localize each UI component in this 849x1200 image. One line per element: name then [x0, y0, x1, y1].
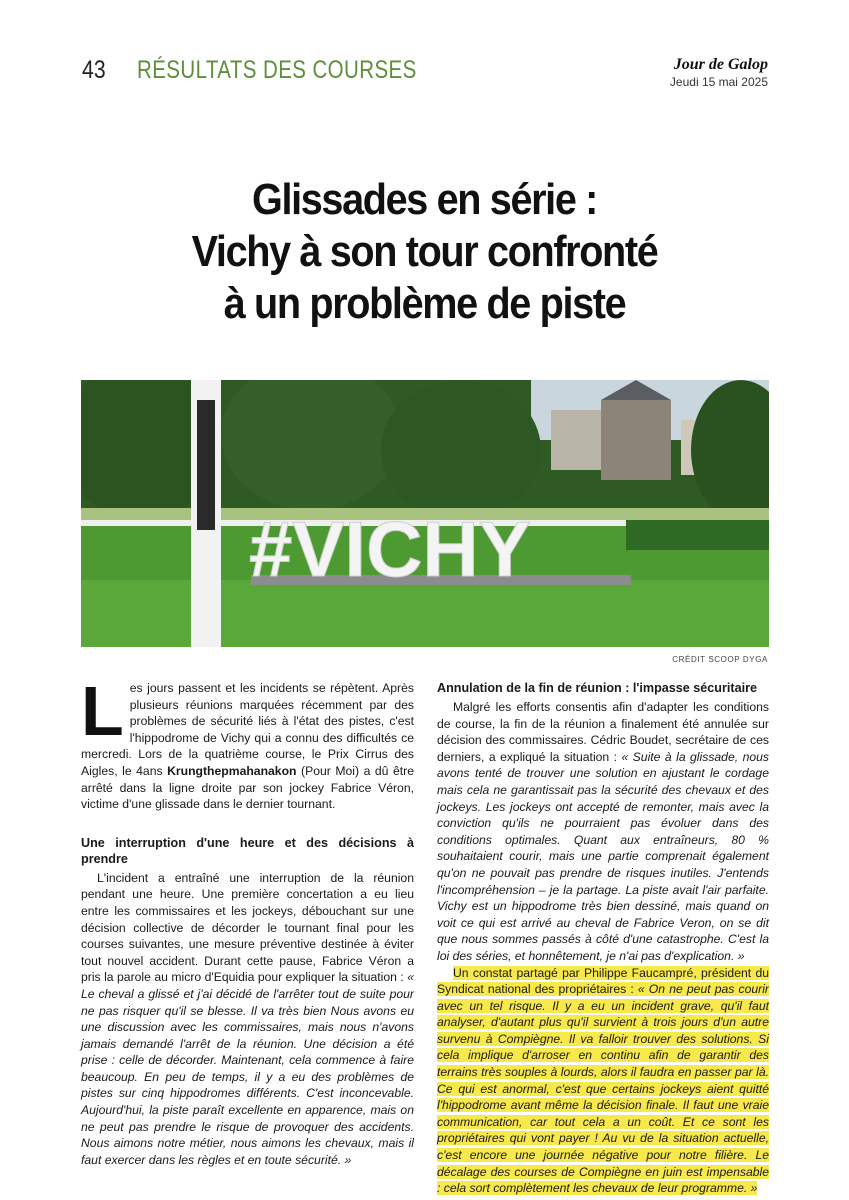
section-title: RÉSULTATS DES COURSES	[137, 56, 417, 84]
paragraph-interruption	[81, 870, 414, 1169]
headline-line-2: Vichy à son tour confronté	[191, 227, 658, 276]
issue-date: Jeudi 15 mai 2025	[669, 75, 768, 89]
veron-quote: « Le cheval a glissé et j'ai décidé de l'arrêter tout de suite pour ne pas risquer qu'il se blesse. Il va très bien Nous avons eu une discussion avec les commissaires, mais nous n'avons jamais demandé l'arrêt de la réunion. Une décision a été prise : celle de décorder. Maintenant, cela commence à faire beaucoup. En peu de temps, il y a eu des problèmes de pistes sur cinq hippodromes différents. C'est inconcevable. Aujourd'hui, la piste paraît excellente en apparence, mais on ne peut pas prendre le risque de provoquer des accidents. Nous aimons notre métier, nous aimons les chevaux, mais il faut exercer dans les règles et en toute sécurité. »	[81, 970, 414, 1167]
paragraph-annulation-text: Malgré les efforts consentis afin d'adapter les conditions de course, la fin de la réunion a finalement été annulée sur décision des commissaires. Cédric Boudet, secrétaire de ces derniers, a expliqué la situation :	[437, 700, 769, 764]
publication-brand	[670, 56, 768, 89]
intro-text-2: (Pour Moi) a dû être arrêté dans la ligne droite par son jockey Fabrice Véron, victime d'une glissade dans le dernier tournant.	[81, 763, 415, 812]
article-column-right	[437, 680, 769, 1197]
photo-credit: CRÉDIT SCOOP DYGA	[672, 655, 768, 664]
drop-cap: L	[81, 672, 124, 750]
article-photo	[81, 380, 769, 647]
paragraph-interruption-text: L'incident a entraîné une interruption de la réunion pendant une heure. Une première concertation a eu lieu entre les commissaires et les jockeys, débouchant sur une décision collective de décorder le tournant final pour les courses suivantes, une mesure préventive destinée à éviter tout nouvel accident. Durant cette pause, Fabrice Véron a pris la parole au micro d'Equidia pour expliquer la situation :	[81, 870, 414, 985]
racecourse-photo-illustration	[81, 380, 769, 647]
intro-paragraph	[81, 672, 415, 813]
horse-name: Krungthepmahanakon	[167, 763, 297, 778]
vichy-sign: #VICHY	[249, 505, 531, 593]
faucampre-intro: Un constat partagé par Philippe Faucampré, président du Syndicat national des propriétaires :	[437, 965, 769, 997]
paragraph-annulation	[437, 699, 769, 965]
headline-line-3: à un problème de piste	[223, 279, 626, 328]
faucampre-quote: « On ne peut pas courir avec un tel risque. Il y a eu un incident grave, qu'il faut analyser, d'autant plus qu'il survient à trois jours d'un autre survenu à Compiègne. Il va falloir trouver des solutions. Si cela implique d'arroser en continu afin de garantir des terrains très souples à lourds, alors il faudra en passer par là. Ce qui est anormal, c'est que certains jockeys aient quitté l'hippodrome avant même la décision finale. Il faut une vraie communication, car tout cela a un coût. Et ce sont les propriétaires qui vont payer ! Au vu de la situation actuelle, c'est encore une journée négative pour notre filière. Le décalage des courses de Compiègne en juin est impensable : cela sort complètement les chevaux de leur programme. »	[437, 982, 769, 1196]
article-headline	[80, 174, 769, 330]
intro-text-1: es jours passent et les incidents se répètent. Après plusieurs réunions marquées récemment par des problèmes de sécurité liés à l'état des pistes, c'est l'hippodrome de Vichy qui a connu des difficultés ce mercredi. Lors de la quatrième course, le Prix Cirrus des Aigles, le 4ans	[81, 681, 414, 778]
paragraph-faucampre	[437, 965, 769, 1197]
article-column-left	[81, 672, 415, 1168]
boudet-quote: « Suite à la glissade, nous avons tenté de trouver une solution en ajustant le cordage mais cela ne garantissait pas la sécurité des chevaux et des jockeys. Les jockeys ont accepté de remonter, mais avec la conviction qu'ils ne pourraient pas évoluer dans des conditions optimales. Quant aux entraîneurs, 80 % souhaitaient courir, mais une partie comprenait également qu'on ne pouvait pas prendre de risques inutiles. J'entends l'incompréhension – je la partage. La piste avait l'air parfaite. Vichy est un hippodrome très bien dessiné, mais quand on voit ce qui est arrivé au cheval de Fabrice Veron, on se dit que nous sommes passés à côté d'une catastrophe. C'est la loi des séries, et honnêtement, je n'ai pas d'explication. »	[437, 749, 769, 963]
subheading-interruption: Une interruption d'une heure et des décisions à prendre	[81, 835, 414, 866]
headline-line-1: Glissades en série :	[251, 175, 598, 224]
publication-name: Jour de Galop	[673, 56, 768, 73]
subheading-annulation: Annulation de la fin de réunion : l'impasse sécuritaire	[437, 681, 758, 695]
page-number: 43	[82, 56, 106, 84]
page-header	[82, 56, 768, 92]
